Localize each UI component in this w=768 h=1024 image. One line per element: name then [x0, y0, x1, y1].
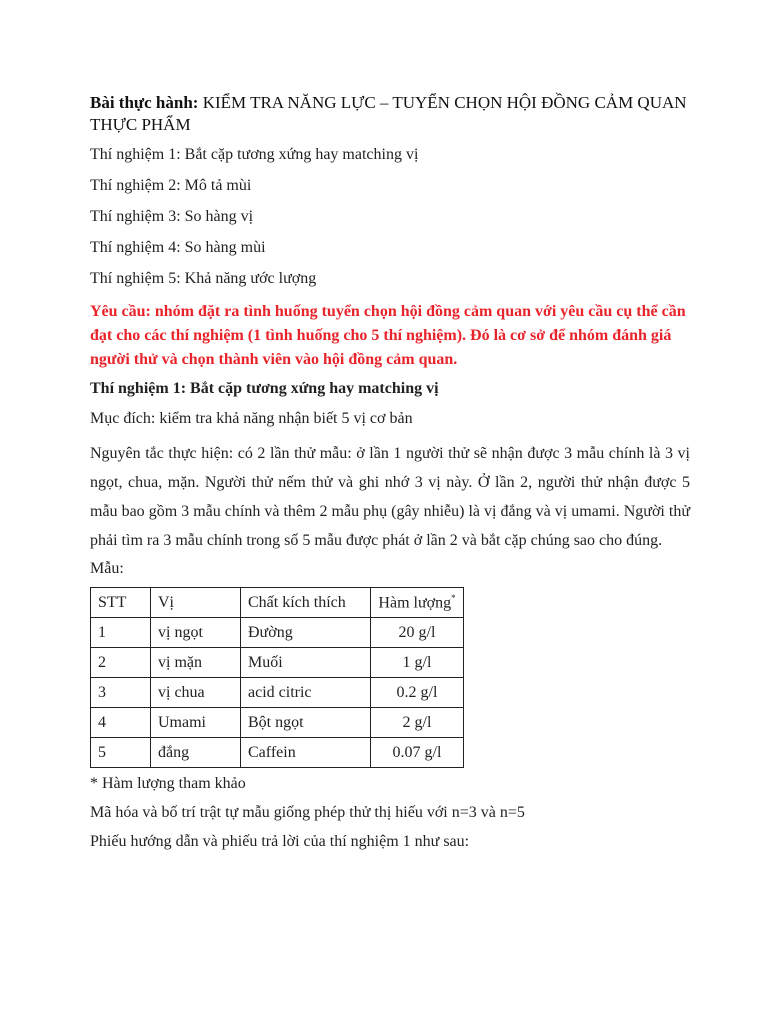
coding-line: Mã hóa và bố trí trật tự mẫu giống phép thử thị hiếu với n=3 và n=5: [90, 804, 525, 821]
header-cell-taste: Vị: [151, 588, 241, 618]
cell-concentration: 20 g/l: [371, 618, 464, 648]
principle-paragraph: Nguyên tắc thực hiện: có 2 lần thử mẫu: ở lần 1 người thử sẽ nhận được 3 mẫu chính là 3 vị ngọt, chua, mặn. Người thử nếm thử và ghi nhớ 3 vị này. Ở lần 2, người thử nhận được 5 mẫu bao gồm 3 mẫu chính và thêm 2 mẫu phụ (gây nhiễu) là vị đắng và vị umami. Người thử phải tìm ra 3 mẫu chính trong số 5 mẫu được phát ở lần 2 và bắt cặp chúng sao cho đúng.: [90, 445, 690, 549]
experiment-line-3: Thí nghiệm 3: So hàng vị: [90, 208, 254, 225]
cell-stimulant: acid citric: [241, 678, 371, 708]
header-cell-concentration: [371, 588, 464, 618]
title-prefix: Bài thực hành:: [90, 93, 199, 112]
table-row: [91, 738, 464, 768]
experiment-line-4: Thí nghiệm 4: So hàng mùi: [90, 239, 266, 256]
table-footnote: * Hàm lượng tham khảo: [90, 775, 246, 792]
cell-concentration: 1 g/l: [371, 648, 464, 678]
cell-taste: vị chua: [151, 678, 241, 708]
samples-label: Mẫu:: [90, 560, 124, 577]
header-cell-stt: STT: [91, 588, 151, 618]
cell-stt: 5: [91, 738, 151, 768]
requirement-paragraph: Yêu cầu: nhóm đặt ra tình huống tuyển chọn hội đồng cảm quan với yêu cầu cụ thể cần đạt cho các thí nghiệm (1 tình huống cho 5 thí nghiệm). Đó là cơ sở để nhóm đánh giá người thử và chọn thành viên vào hội đồng cảm quan.: [90, 303, 686, 368]
cell-concentration: 0.07 g/l: [371, 738, 464, 768]
samples-table: [90, 587, 464, 768]
section-1-heading: Thí nghiệm 1: Bắt cặp tương xứng hay matching vị: [90, 380, 439, 397]
purpose-line: Mục đích: kiểm tra khả năng nhận biết 5 vị cơ bản: [90, 410, 413, 427]
cell-stt: 1: [91, 618, 151, 648]
document-page: [90, 92, 690, 861]
cell-stimulant: Caffein: [241, 738, 371, 768]
cell-taste: vị ngọt: [151, 618, 241, 648]
concentration-header-label: Hàm lượng: [378, 594, 452, 612]
title-main: KIỂM TRA NĂNG LỰC – TUYỂN CHỌN HỘI ĐỒNG CẢM QUAN THỰC PHẨM: [90, 93, 687, 134]
cell-taste: đắng: [151, 738, 241, 768]
table-header-row: [91, 588, 464, 618]
document-title: [90, 92, 690, 136]
experiment-line-2: Thí nghiệm 2: Mô tả mùi: [90, 177, 252, 194]
cell-stimulant: Bột ngọt: [241, 708, 371, 738]
cell-taste: Umami: [151, 708, 241, 738]
cell-stt: 3: [91, 678, 151, 708]
table-row: [91, 708, 464, 738]
cell-taste: vị mặn: [151, 648, 241, 678]
cell-concentration: 2 g/l: [371, 708, 464, 738]
experiment-line-5: Thí nghiệm 5: Khả năng ước lượng: [90, 270, 317, 287]
cell-stt: 4: [91, 708, 151, 738]
header-cell-stimulant: Chất kích thích: [241, 588, 371, 618]
guide-line: Phiếu hướng dẫn và phiếu trả lời của thí nghiệm 1 như sau:: [90, 833, 470, 850]
table-row: [91, 648, 464, 678]
table-row: [91, 678, 464, 708]
cell-stimulant: Muối: [241, 648, 371, 678]
cell-stimulant: Đường: [241, 618, 371, 648]
cell-stt: 2: [91, 648, 151, 678]
table-row: [91, 618, 464, 648]
cell-concentration: 0.2 g/l: [371, 678, 464, 708]
concentration-footnote-mark: *: [451, 592, 456, 603]
experiment-line-1: Thí nghiệm 1: Bắt cặp tương xứng hay matching vị: [90, 146, 419, 163]
